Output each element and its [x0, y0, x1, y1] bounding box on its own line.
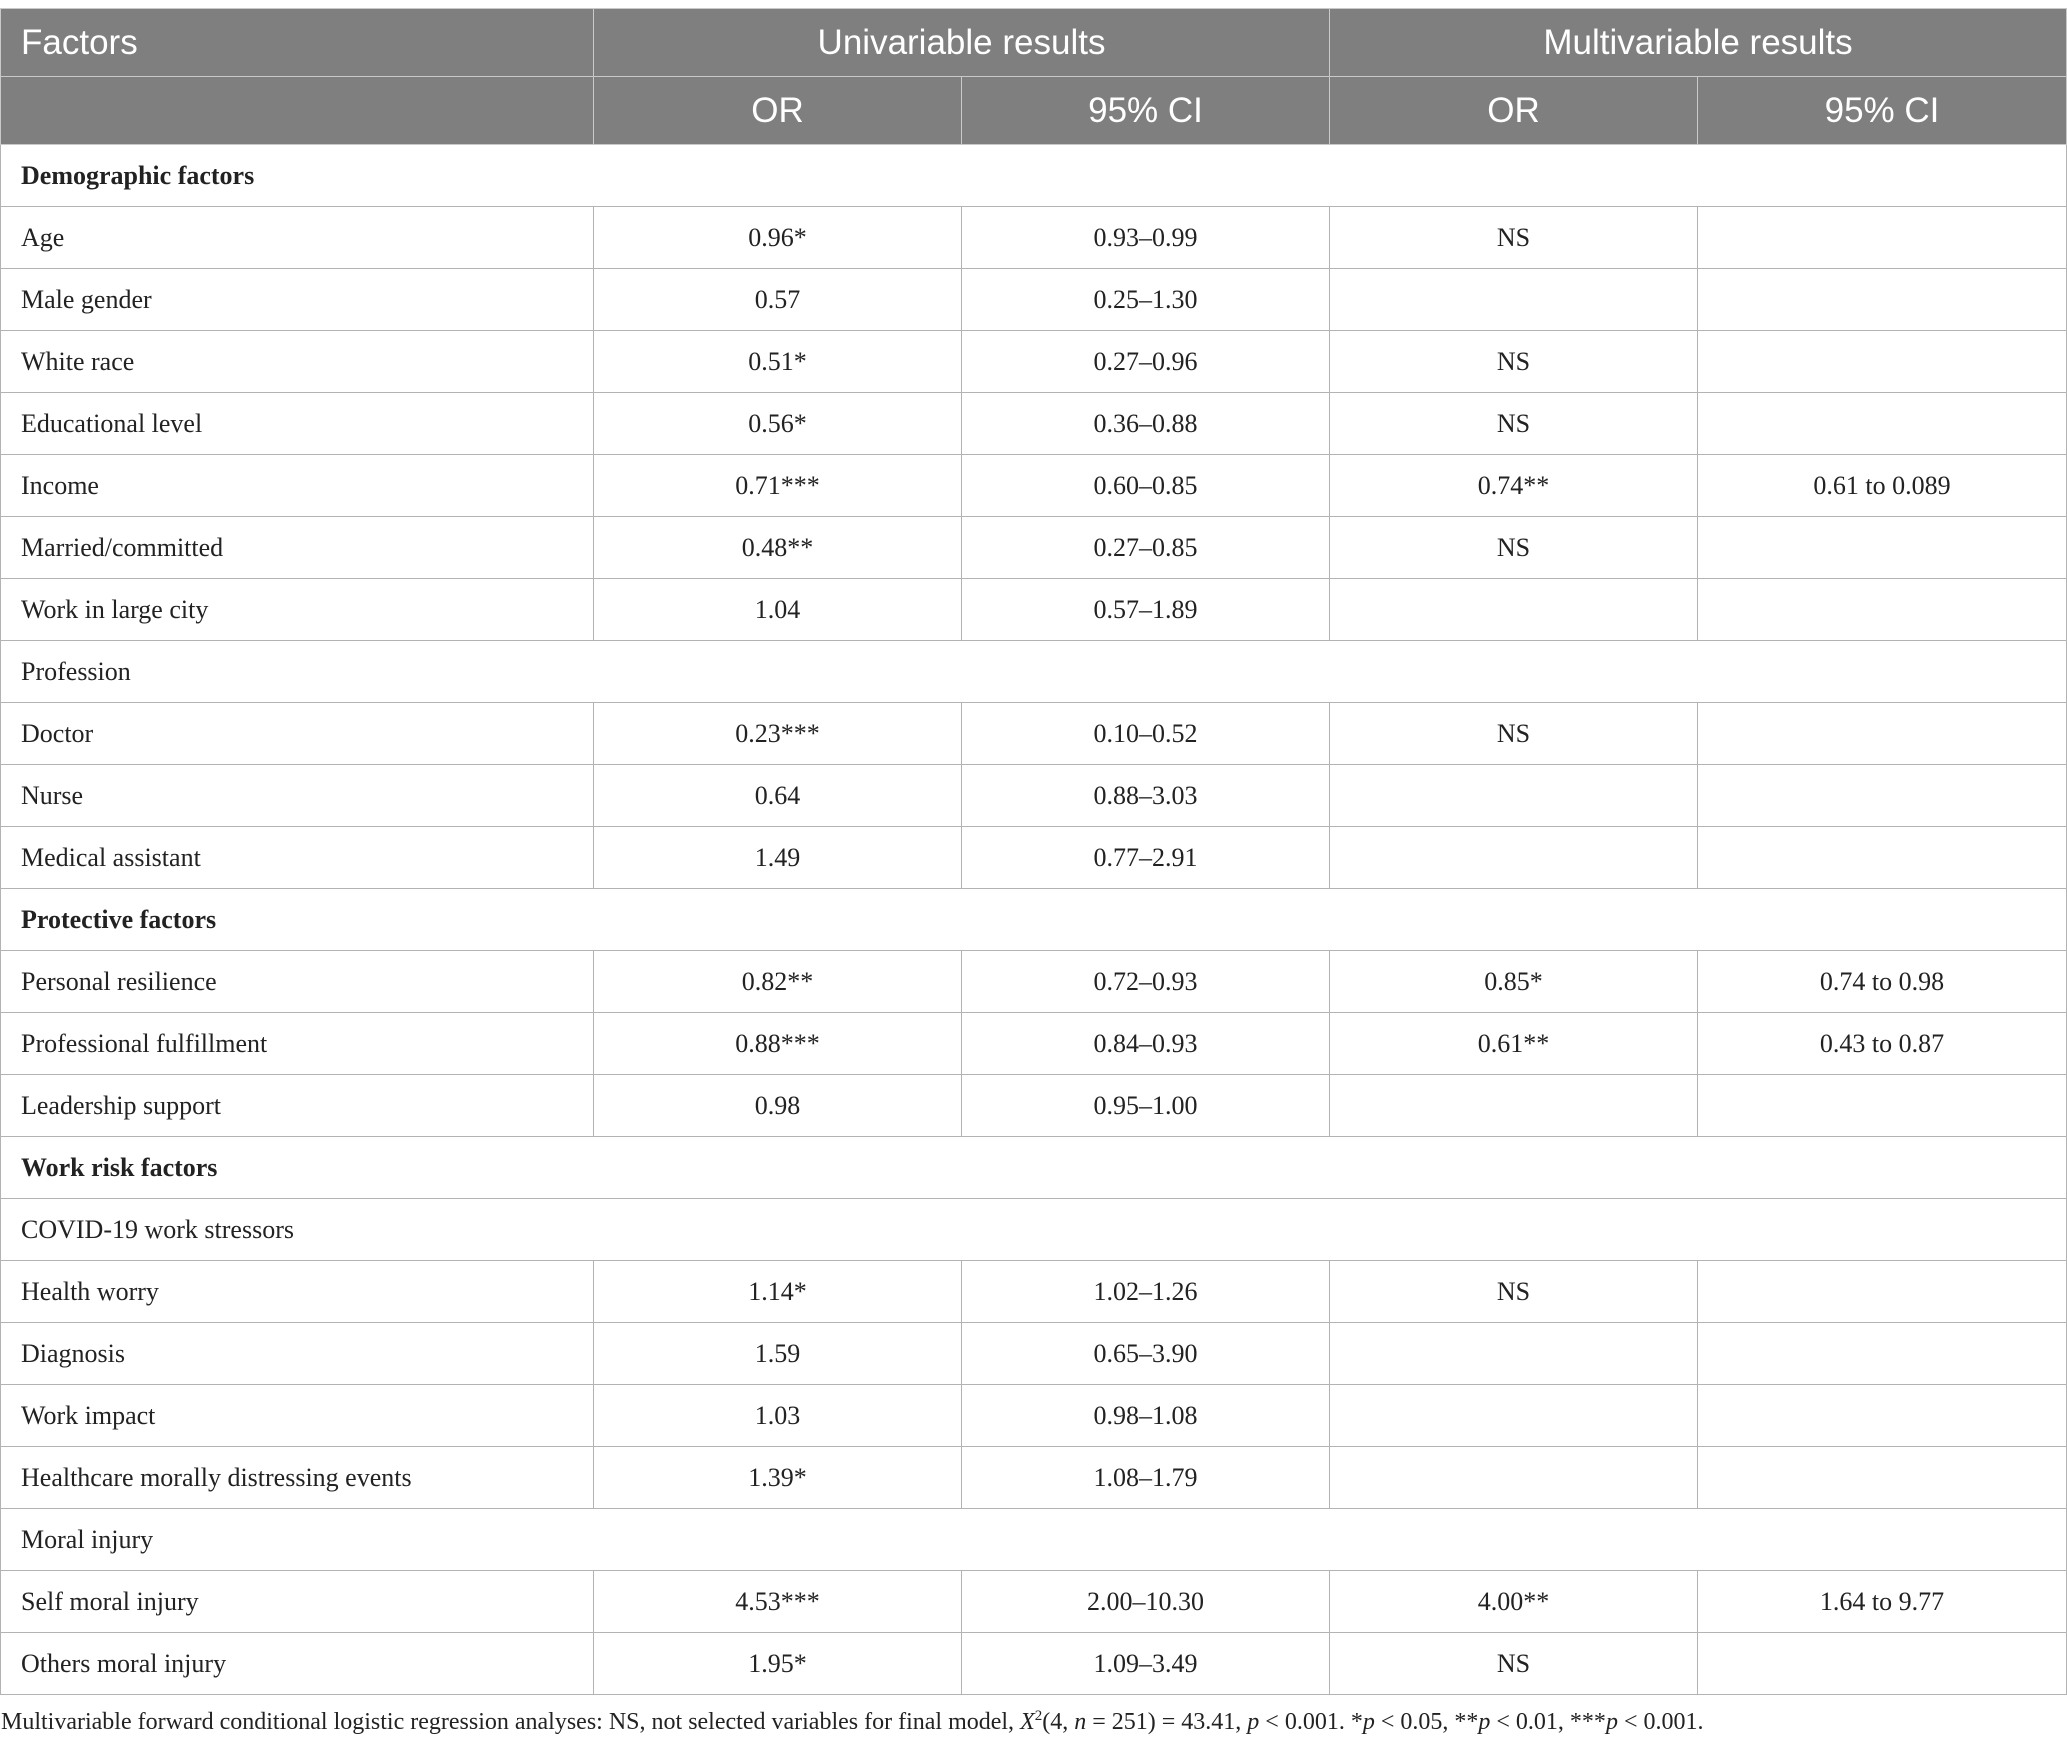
footnote-text-4: < 0.001. * — [1259, 1709, 1363, 1735]
section-label: Protective factors — [1, 889, 2067, 951]
multivariable-or-cell: NS — [1330, 393, 1698, 455]
univariable-or-cell: 0.96* — [594, 207, 962, 269]
multivariable-or-cell: 0.85* — [1330, 951, 1698, 1013]
multivariable-or-cell: NS — [1330, 1633, 1698, 1695]
factor-cell: White race — [1, 331, 594, 393]
univariable-ci-cell: 1.02–1.26 — [962, 1261, 1330, 1323]
table-row — [1, 1571, 2067, 1633]
footnote-text-5: < 0.05, ** — [1374, 1709, 1479, 1735]
footnote-text-1: Multivariable forward conditional logistic regression analyses: NS, not selected variables for final model, — [1, 1709, 1021, 1735]
footnote-text-7: < 0.001. — [1617, 1709, 1704, 1735]
table-row — [1, 1261, 2067, 1323]
univariable-or-cell: 0.57 — [594, 269, 962, 331]
subsection-label: Moral injury — [1, 1509, 2067, 1571]
factor-cell: Income — [1, 455, 594, 517]
header-uni-ci: 95% CI — [962, 77, 1330, 145]
multivariable-ci-cell — [1698, 331, 2067, 393]
factor-cell: Medical assistant — [1, 827, 594, 889]
table-row — [1, 827, 2067, 889]
multivariable-ci-cell — [1698, 1323, 2067, 1385]
table-row — [1, 951, 2067, 1013]
univariable-ci-cell: 0.98–1.08 — [962, 1385, 1330, 1447]
univariable-or-cell: 1.49 — [594, 827, 962, 889]
subsection-label: Profession — [1, 641, 2067, 703]
univariable-ci-cell: 0.60–0.85 — [962, 455, 1330, 517]
section-row — [1, 889, 2067, 951]
factor-cell: Health worry — [1, 1261, 594, 1323]
header-row-2 — [1, 77, 2067, 145]
subsection-label: COVID-19 work stressors — [1, 1199, 2067, 1261]
multivariable-or-cell: 0.74** — [1330, 455, 1698, 517]
univariable-ci-cell: 0.84–0.93 — [962, 1013, 1330, 1075]
subsection-row — [1, 1509, 2067, 1571]
univariable-ci-cell: 0.77–2.91 — [962, 827, 1330, 889]
factor-cell: Self moral injury — [1, 1571, 594, 1633]
univariable-or-cell: 1.59 — [594, 1323, 962, 1385]
univariable-ci-cell: 1.09–3.49 — [962, 1633, 1330, 1695]
factor-cell: Educational level — [1, 393, 594, 455]
header-row-1 — [1, 9, 2067, 77]
table-row — [1, 1633, 2067, 1695]
univariable-ci-cell: 0.93–0.99 — [962, 207, 1330, 269]
table-row — [1, 765, 2067, 827]
footnote-text-3: = 251) = 43.41, — [1086, 1709, 1248, 1735]
footnote-p-var: p — [1247, 1709, 1260, 1735]
univariable-or-cell: 4.53*** — [594, 1571, 962, 1633]
multivariable-ci-cell — [1698, 517, 2067, 579]
univariable-ci-cell: 0.95–1.00 — [962, 1075, 1330, 1137]
multivariable-ci-cell — [1698, 1447, 2067, 1509]
footnote-n-var: n — [1074, 1709, 1087, 1735]
multivariable-or-cell — [1330, 827, 1698, 889]
header-multi-or: OR — [1330, 77, 1698, 145]
footnote-text-6: < 0.01, *** — [1490, 1709, 1606, 1735]
univariable-or-cell: 0.82** — [594, 951, 962, 1013]
univariable-ci-cell: 2.00–10.30 — [962, 1571, 1330, 1633]
multivariable-ci-cell — [1698, 765, 2067, 827]
univariable-or-cell: 0.71*** — [594, 455, 962, 517]
factor-cell: Others moral injury — [1, 1633, 594, 1695]
header-empty — [1, 77, 594, 145]
univariable-or-cell: 1.04 — [594, 579, 962, 641]
table-body — [1, 145, 2067, 1695]
table-row — [1, 1447, 2067, 1509]
footnote-chi-sup: 2 — [1034, 1708, 1043, 1724]
multivariable-ci-cell — [1698, 1385, 2067, 1447]
header-multi-ci: 95% CI — [1698, 77, 2067, 145]
header-uni-or: OR — [594, 77, 962, 145]
multivariable-or-cell — [1330, 269, 1698, 331]
footnote-p2: p — [1478, 1709, 1491, 1735]
multivariable-ci-cell: 0.61 to 0.089 — [1698, 455, 2067, 517]
table-row — [1, 703, 2067, 765]
factor-cell: Leadership support — [1, 1075, 594, 1137]
univariable-ci-cell: 0.27–0.96 — [962, 331, 1330, 393]
multivariable-ci-cell — [1698, 393, 2067, 455]
multivariable-or-cell: NS — [1330, 703, 1698, 765]
multivariable-ci-cell: 0.74 to 0.98 — [1698, 951, 2067, 1013]
univariable-ci-cell: 0.88–3.03 — [962, 765, 1330, 827]
table-header — [1, 9, 2067, 145]
multivariable-ci-cell: 1.64 to 9.77 — [1698, 1571, 2067, 1633]
table-row — [1, 455, 2067, 517]
factor-cell: Age — [1, 207, 594, 269]
multivariable-or-cell — [1330, 1385, 1698, 1447]
table-footnote — [0, 1709, 2067, 1736]
factor-cell: Married/committed — [1, 517, 594, 579]
multivariable-ci-cell — [1698, 703, 2067, 765]
multivariable-or-cell: 4.00** — [1330, 1571, 1698, 1633]
multivariable-or-cell: NS — [1330, 331, 1698, 393]
table-row — [1, 1075, 2067, 1137]
table-row — [1, 579, 2067, 641]
table-row — [1, 1323, 2067, 1385]
univariable-or-cell: 0.51* — [594, 331, 962, 393]
univariable-ci-cell: 0.36–0.88 — [962, 393, 1330, 455]
table-row — [1, 1013, 2067, 1075]
factor-cell: Doctor — [1, 703, 594, 765]
univariable-or-cell: 0.48** — [594, 517, 962, 579]
multivariable-ci-cell — [1698, 1261, 2067, 1323]
multivariable-or-cell — [1330, 765, 1698, 827]
factor-cell: Healthcare morally distressing events — [1, 1447, 594, 1509]
multivariable-ci-cell — [1698, 827, 2067, 889]
univariable-ci-cell: 0.25–1.30 — [962, 269, 1330, 331]
section-label: Demographic factors — [1, 145, 2067, 207]
univariable-or-cell: 0.98 — [594, 1075, 962, 1137]
univariable-or-cell: 0.64 — [594, 765, 962, 827]
header-factors: Factors — [1, 9, 594, 77]
factor-cell: Diagnosis — [1, 1323, 594, 1385]
univariable-ci-cell: 0.57–1.89 — [962, 579, 1330, 641]
table-wrapper — [0, 8, 2067, 1736]
multivariable-or-cell: NS — [1330, 1261, 1698, 1323]
univariable-ci-cell: 1.08–1.79 — [962, 1447, 1330, 1509]
table-row — [1, 517, 2067, 579]
univariable-or-cell: 1.03 — [594, 1385, 962, 1447]
multivariable-ci-cell — [1698, 1075, 2067, 1137]
footnote-p1: p — [1362, 1709, 1375, 1735]
multivariable-ci-cell — [1698, 269, 2067, 331]
multivariable-or-cell: NS — [1330, 207, 1698, 269]
subsection-row — [1, 641, 2067, 703]
factor-cell: Nurse — [1, 765, 594, 827]
section-row — [1, 1137, 2067, 1199]
regression-table — [0, 8, 2067, 1695]
univariable-or-cell: 1.95* — [594, 1633, 962, 1695]
footnote-chi-symbol: X — [1020, 1709, 1035, 1735]
multivariable-or-cell — [1330, 1447, 1698, 1509]
footnote-p3: p — [1605, 1709, 1618, 1735]
factor-cell: Work in large city — [1, 579, 594, 641]
multivariable-ci-cell — [1698, 579, 2067, 641]
header-multivariable: Multivariable results — [1330, 9, 2067, 77]
table-row — [1, 393, 2067, 455]
univariable-or-cell: 0.56* — [594, 393, 962, 455]
univariable-or-cell: 1.39* — [594, 1447, 962, 1509]
multivariable-ci-cell — [1698, 1633, 2067, 1695]
multivariable-or-cell — [1330, 1323, 1698, 1385]
univariable-ci-cell: 0.65–3.90 — [962, 1323, 1330, 1385]
factor-cell: Professional fulfillment — [1, 1013, 594, 1075]
table-row — [1, 269, 2067, 331]
footnote-text-2: (4, — [1042, 1709, 1075, 1735]
multivariable-or-cell — [1330, 1075, 1698, 1137]
univariable-or-cell: 0.88*** — [594, 1013, 962, 1075]
section-row — [1, 145, 2067, 207]
header-univariable: Univariable results — [594, 9, 1330, 77]
univariable-ci-cell: 0.27–0.85 — [962, 517, 1330, 579]
univariable-or-cell: 0.23*** — [594, 703, 962, 765]
univariable-ci-cell: 0.72–0.93 — [962, 951, 1330, 1013]
multivariable-or-cell: NS — [1330, 517, 1698, 579]
table-row — [1, 1385, 2067, 1447]
multivariable-ci-cell — [1698, 207, 2067, 269]
section-label: Work risk factors — [1, 1137, 2067, 1199]
multivariable-or-cell — [1330, 579, 1698, 641]
factor-cell: Personal resilience — [1, 951, 594, 1013]
factor-cell: Work impact — [1, 1385, 594, 1447]
subsection-row — [1, 1199, 2067, 1261]
table-row — [1, 331, 2067, 393]
table-row — [1, 207, 2067, 269]
multivariable-ci-cell: 0.43 to 0.87 — [1698, 1013, 2067, 1075]
univariable-ci-cell: 0.10–0.52 — [962, 703, 1330, 765]
factor-cell: Male gender — [1, 269, 594, 331]
multivariable-or-cell: 0.61** — [1330, 1013, 1698, 1075]
univariable-or-cell: 1.14* — [594, 1261, 962, 1323]
